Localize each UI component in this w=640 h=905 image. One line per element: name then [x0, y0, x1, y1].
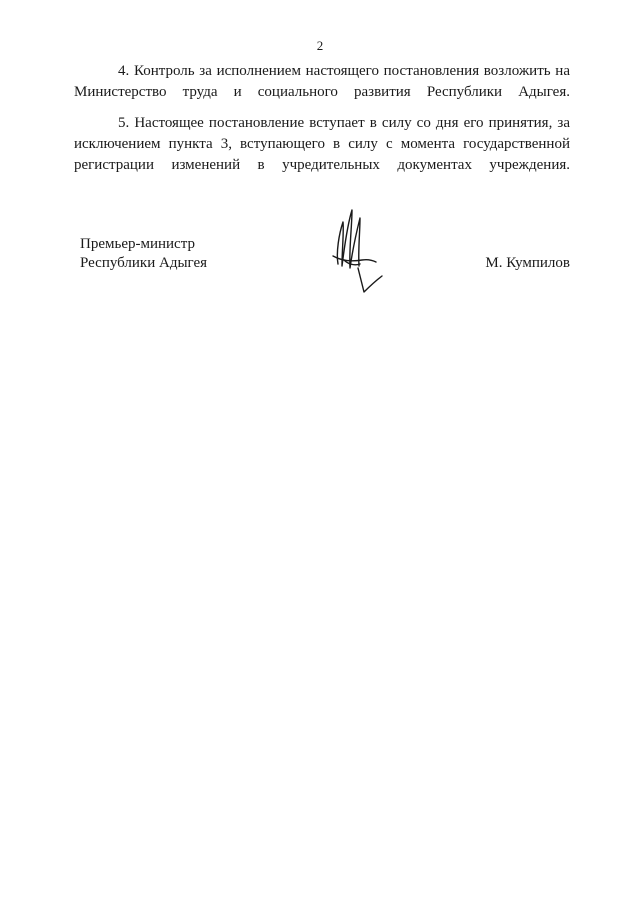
- page-number: 2: [316, 38, 324, 53]
- paragraph-item-4: 4. Контроль за исполнением настоящего постановления возложить на Министерство труда и социального развития Республики Адыгея.: [74, 63, 570, 100]
- handwritten-signature: [330, 204, 390, 304]
- signer-name: М. Кумпилов: [485, 255, 570, 271]
- signatory-position-line1: Премьер-министр: [80, 236, 195, 252]
- signatory-title: [80, 235, 207, 273]
- signatory-position-line2: Республики Адыгея: [80, 255, 208, 271]
- paragraph-item-5: 5. Настоящее постановление вступает в силу со дня его принятия, за исключением пункта 3, вступающего в силу с момента государственной регистрации изменений в учредительных документах учреждения.: [74, 115, 570, 173]
